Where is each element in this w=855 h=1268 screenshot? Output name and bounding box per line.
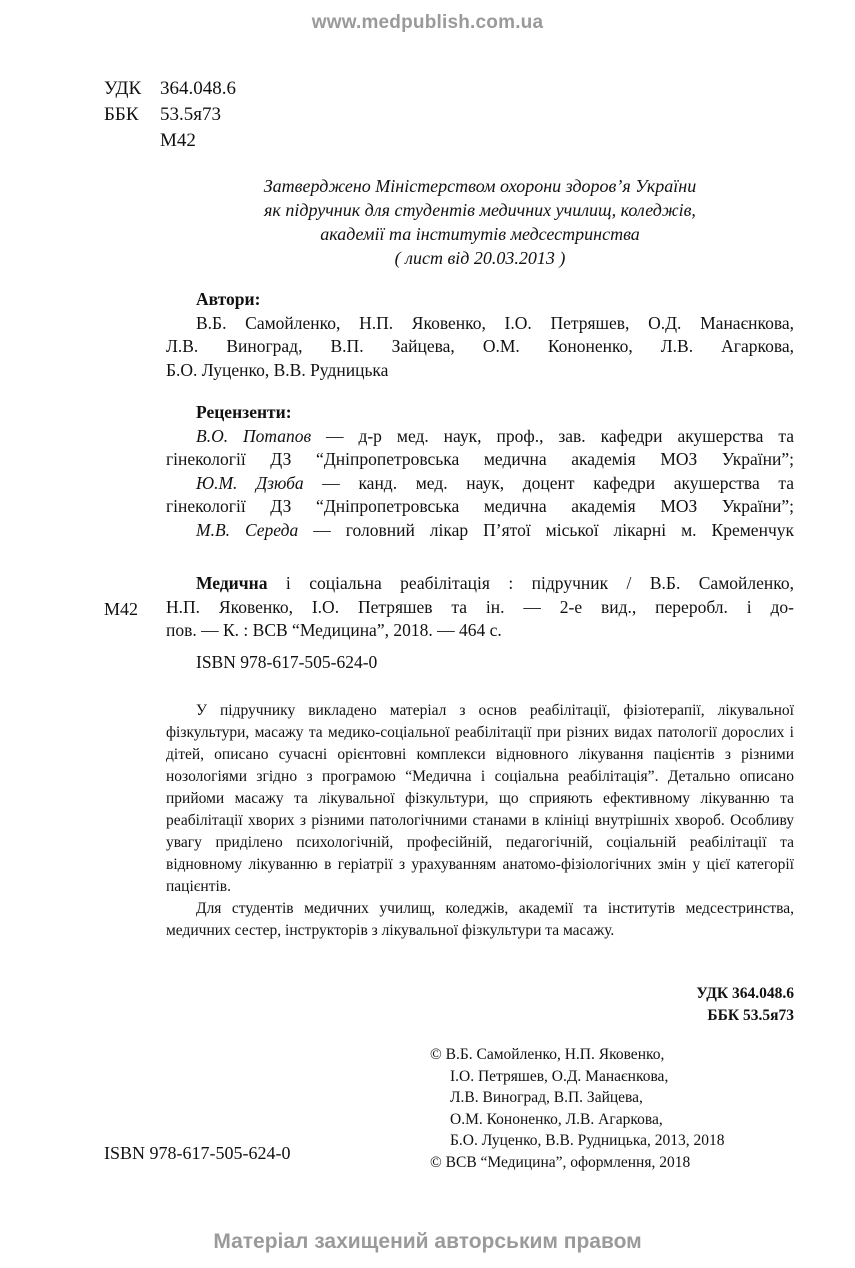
- author-mark: М42: [160, 130, 196, 151]
- reviewers-block: [166, 401, 794, 542]
- udc-right-line: УДК 364.048.6: [696, 985, 794, 1002]
- reviewer-title: — головний лікар П’ятої міської лікарні м. Кременчук: [298, 519, 794, 540]
- udc-value: 364.048.6: [160, 78, 236, 99]
- bbk-label: ББК: [104, 104, 139, 125]
- reviewer-affiliation: гінекології ДЗ “Дніпропетровська медична академія МОЗ України”;: [166, 449, 794, 469]
- approval-line: ( лист від 20.03.2013 ): [394, 248, 566, 268]
- abstract-paragraph: Для студентів медичних училищ, коледжів, академії та інститутів медсестринства, медичних сестер, інструкторів з лікувальної фізкультури та масажу.: [166, 900, 794, 939]
- authors-line: В.Б. Самойленко, Н.П. Яковенко, І.О. Петряшев, О.Д. Манаєнкова,: [196, 312, 794, 333]
- copyright-line: © В.Б. Самойленко, Н.П. Яковенко,: [430, 1046, 665, 1063]
- udc-line: [104, 76, 236, 102]
- reviewer-title: — д-р мед. наук, проф., зав. кафедри акушерства та: [311, 425, 794, 446]
- abstract-paragraph: У підручнику викладено матеріал з основ реабілітації, фізіотерапії, лікувальної фізкультури, масажу та медико-соціальної реабілітації при різних видах патології дорослих і дітей, описано сучасні орієнтовні комплекси відновного лікування пацієнтів з різними нозологіями згідно з програмою “Медична і соціальна реабілітація”. Детально описано прийоми масажу та лікувальної фізкультури, що сприяють ефективному лікуванню та реабілітації хворих з різними патологічними станами в клініці внутрішніх хвороб. Особливу увагу приділено психологічній, професійній, педагогічній, соціальній реабілітації та відновному лікуванню в геріатрії з урахуванням анатомо-фізіологічних змін у цієї категорії пацієнтів.: [166, 702, 794, 895]
- authors-block: [166, 288, 794, 382]
- copyright-line: © ВСВ “Медицина”, оформлення, 2018: [430, 1153, 691, 1171]
- approval-line: академії та інститутів медсестринства: [320, 224, 640, 244]
- reviewer-line: [166, 472, 794, 496]
- udc-right: [560, 983, 794, 1027]
- reviewer-title: — канд. мед. наук, доцент кафедри акушерства та: [303, 472, 794, 493]
- watermark-copyright: Матеріал захищений авторським правом: [213, 1230, 642, 1253]
- copyright-line: І.О. Петряшев, О.Д. Манаєнкова,: [450, 1067, 669, 1085]
- authors-line: Л.В. Виноград, В.П. Зайцева, О.М. Кононенко, Л.В. Агаркова,: [166, 336, 794, 356]
- reviewer-name: В.О. Потапов: [196, 425, 312, 446]
- abstract: [166, 700, 794, 942]
- authors-line: Б.О. Луценко, В.В. Рудницька: [166, 359, 389, 380]
- reviewers-heading: Рецензенти:: [196, 402, 292, 422]
- catalog-isbn: ISBN 978-617-505-624-0: [196, 651, 378, 672]
- udc-label: УДК: [104, 78, 142, 99]
- authors-heading: Автори:: [196, 289, 261, 309]
- copyright-line: Л.В. Виноград, В.П. Зайцева,: [450, 1089, 643, 1106]
- reviewer-line: [166, 425, 794, 449]
- bbk-line: [104, 102, 221, 128]
- catalog-title-rest: і соціальна реабілітація : підручник / В.Б. Самойленко,: [267, 573, 794, 593]
- reviewer-affiliation: гінекології ДЗ “Дніпропетровська медична академія МОЗ України”;: [166, 496, 794, 516]
- approval-line: Затверджено Міністерством охорони здоров’я України: [263, 176, 697, 196]
- copyright-block: [430, 1044, 810, 1173]
- catalog-line: [166, 572, 794, 596]
- catalog-entry: [166, 572, 794, 674]
- bbk-right-line: ББК 53.5я73: [707, 1007, 794, 1024]
- bbk-value: 53.5я73: [160, 104, 221, 125]
- isbn-bottom: ISBN 978-617-505-624-0: [104, 1143, 291, 1163]
- catalog-title-bold: Медична: [196, 573, 268, 593]
- copyright-line: О.М. Кононенко, Л.В. Агаркова,: [450, 1110, 663, 1128]
- copyright-line: Б.О. Луценко, В.В. Рудницька, 2013, 2018: [450, 1132, 725, 1149]
- catalog-line: пов. — К. : ВСВ “Медицина”, 2018. — 464 с.: [166, 620, 502, 640]
- reviewer-line: [166, 519, 794, 543]
- catalog-mark: М42: [104, 599, 139, 619]
- reviewer-name: Ю.М. Дзюба: [196, 472, 304, 493]
- approval-line: як підручник для студентів медичних училищ, коледжів,: [264, 200, 696, 220]
- reviewer-name: М.В. Середа: [196, 519, 299, 540]
- approval-statement: [150, 174, 810, 270]
- watermark-url: www.medpublish.com.ua: [311, 12, 544, 33]
- catalog-line: Н.П. Яковенко, І.О. Петряшев та ін. — 2-е вид., переробл. і до-: [166, 596, 794, 617]
